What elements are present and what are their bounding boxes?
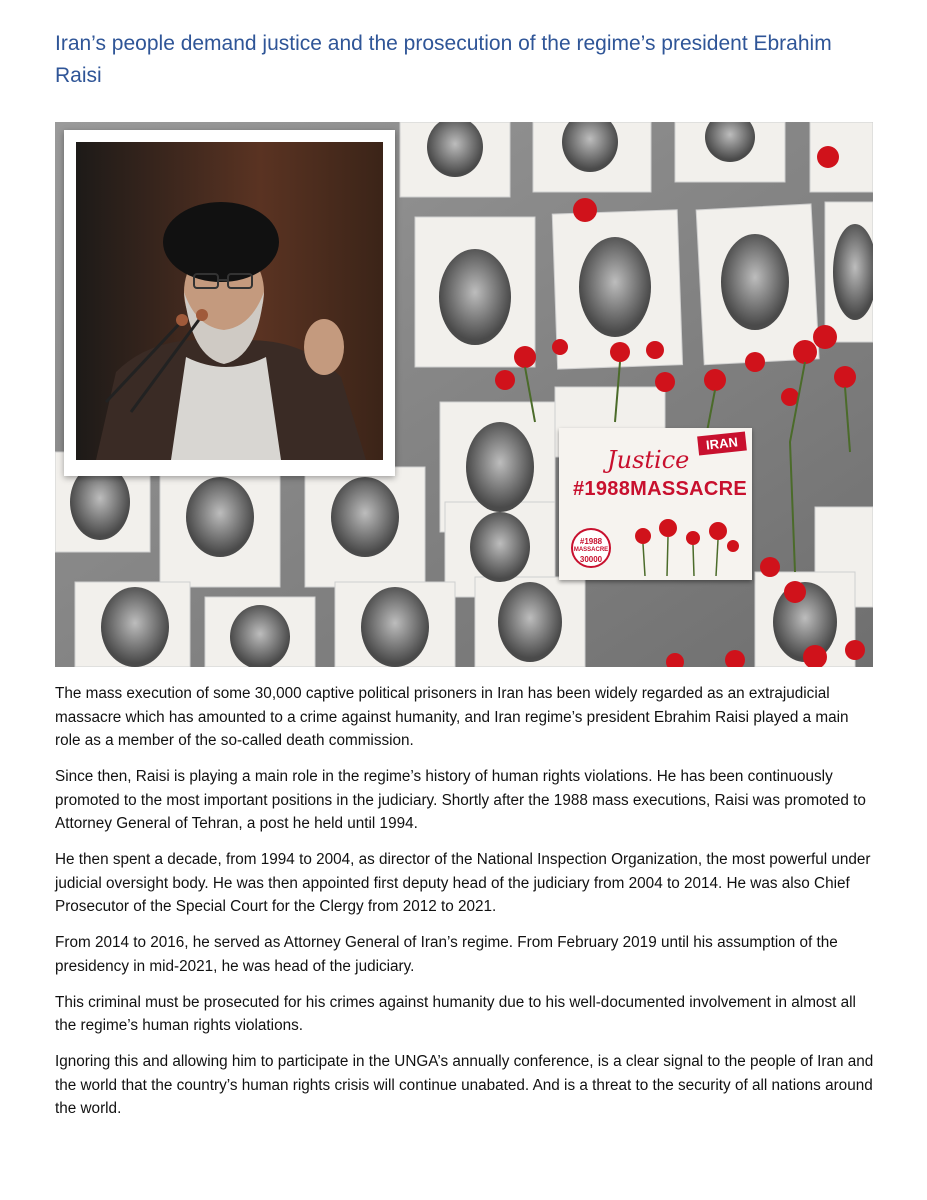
paragraph: This criminal must be prosecuted for his crimes against humanity due to his well-documented involvement in almost all the regime’s human rights violations. (55, 993, 856, 1034)
article-body (55, 682, 875, 1133)
poster-script-text: Justice (607, 446, 690, 474)
raisi-portrait-photo (76, 142, 383, 460)
paragraph: The mass execution of some 30,000 captive political prisoners in Iran has been widely regarded as an extrajudicial massacre which has amounted to a crime against humanity, and Iran regime’s president Ebrahim Raisi played a main role as a member of the so-called death commission. (55, 685, 849, 749)
speaker-illustration (76, 142, 383, 460)
paragraph: From 2014 to 2016, he served as Attorney General of Iran’s regime. From February 2019 until his assumption of the presidency in mid-2021, he was head of the judiciary. (55, 934, 838, 975)
page-title: Iran’s people demand justice and the prosecution of the regime’s president Ebrahim Raisi (55, 32, 832, 87)
poster-country-tag: IRAN (697, 432, 747, 456)
poster-poppies (623, 516, 743, 576)
paragraph: He then spent a decade, from 1994 to 2004, as director of the National Inspection Organization, the most powerful under judicial oversight body. He was then appointed first deputy head of the judiciary from 2004 to 2014. He was also Chief Prosecutor of the Special Court for the Clergy from 2012 to 2021. (55, 851, 871, 915)
justice-poster (559, 428, 752, 580)
poster-badge-line: #1988 (579, 537, 603, 546)
paragraph: Ignoring this and allowing him to participate in the UNGA’s annually conference, is a clear signal to the people of Iran and the world that the country’s human rights crisis will continue unabated. And is a threat to the security of all nations around the world. (55, 1053, 874, 1117)
poster-badge (571, 528, 611, 568)
poster-hashtag: #1988MASSACRE (573, 478, 747, 500)
raisi-portrait-frame (64, 130, 395, 476)
poster-badge-line: MASSACRE (573, 547, 609, 553)
paragraph: Since then, Raisi is playing a main role in the regime’s history of human rights violations. He has been continuously promoted to the most important positions in the judiciary. Shortly after the 1988 mass executions, Raisi was promoted to Attorney General of Tehran, a post he held until 1994. (55, 768, 866, 832)
poster-badge-line: 30000 (579, 555, 603, 564)
